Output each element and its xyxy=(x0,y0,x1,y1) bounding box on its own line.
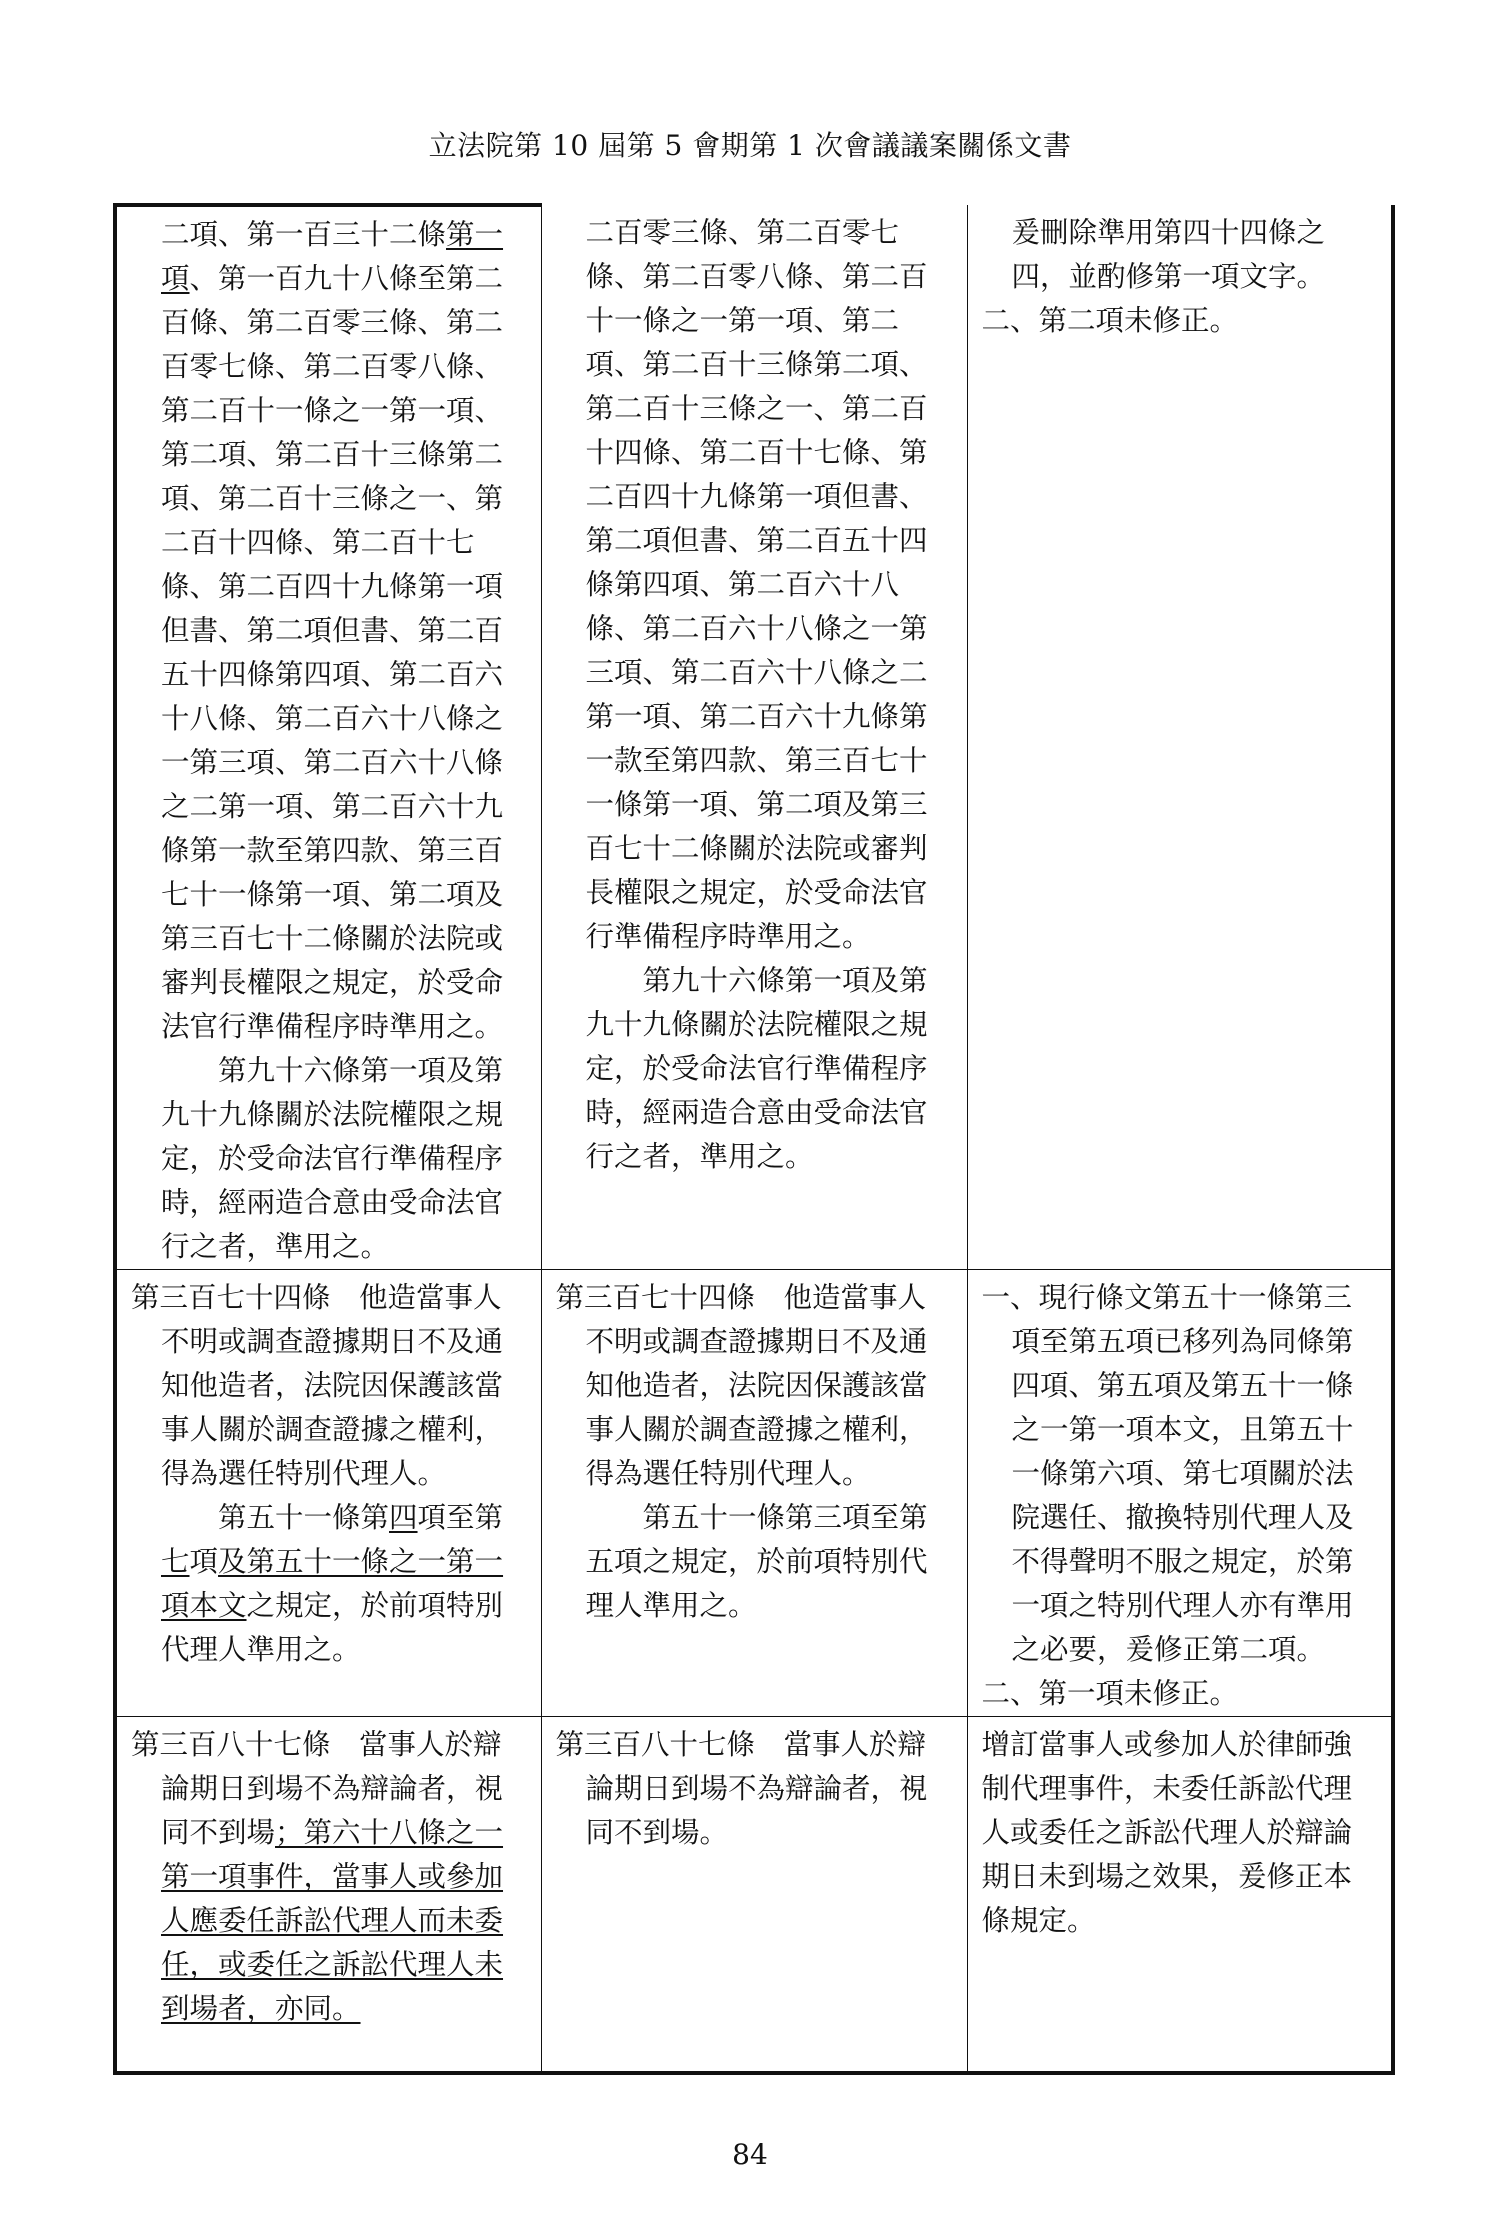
cell-paragraph xyxy=(982,299,1378,343)
cell-paragraph xyxy=(556,1276,953,1496)
cell-paragraph xyxy=(131,1276,527,1496)
table-row xyxy=(115,1270,1393,1717)
table-row xyxy=(115,205,1393,1270)
text-segment: 二、第一項未修正。 xyxy=(981,1677,1239,1710)
amended-text-underlined: ；第六十八條之一第一項事件，當事人或參加人應委任訴訟代理人而未委任，或委任之訴訟代理人未到場者，亦同。 xyxy=(161,1816,504,2025)
text-segment: 項至第 xyxy=(417,1501,504,1534)
text-segment: 之規定，於前項特別代理人準用之。 xyxy=(161,1589,504,1666)
amended-text-underlined: 及第五十一條之一第一項本文 xyxy=(161,1545,504,1622)
page-number: 84 xyxy=(732,2138,768,2171)
text-segment: 第五十一條第 xyxy=(218,1501,390,1534)
text-segment: 第三百八十七條 當事人於辯論期日到場不為辯論者，視同不到場。 xyxy=(555,1728,928,1849)
cell-paragraph xyxy=(131,1049,527,1269)
text-segment: 爰刪除準用第四十四條之四，並酌修第一項文字。 xyxy=(1011,216,1326,293)
amended-text-cell xyxy=(115,1270,541,1717)
cell-paragraph xyxy=(982,1723,1378,1943)
amended-text-cell xyxy=(115,1717,541,2074)
current-text-cell xyxy=(541,205,967,1270)
cell-paragraph xyxy=(982,1276,1378,1672)
cell-paragraph xyxy=(982,211,1378,299)
explanation-cell xyxy=(967,205,1393,1270)
page-header: 立法院第 10 屆第 5 會期第 1 次會議議案關係文書 xyxy=(428,129,1072,162)
text-segment: 第三百七十四條 他造當事人不明或調查證據期日不及通知他造者，法院因保護該當事人關於調查證據之權利，得為選任特別代理人。 xyxy=(555,1281,928,1490)
explanation-cell xyxy=(967,1270,1393,1717)
amended-text-underlined: 七 xyxy=(161,1545,190,1578)
text-segment: 第五十一條第三項至第五項之規定，於前項特別代理人準用之。 xyxy=(585,1501,928,1622)
text-segment: 二項、第一百三十二條 xyxy=(161,218,447,251)
cell-paragraph xyxy=(131,1496,527,1672)
amended-text-underlined: 第一項 xyxy=(161,218,504,295)
text-segment: 增訂當事人或參加人於律師強制代理事件，未委任訴訟代理人或委任之訴訟代理人於辯論期日未到場之效果，爰修正本條規定。 xyxy=(981,1728,1353,1937)
cell-paragraph xyxy=(556,1496,953,1628)
text-segment: 第九十六條第一項及第九十九條關於法院權限之規定，於受命法官行準備程序時，經兩造合意由受命法官行之者，準用之。 xyxy=(161,1054,504,1263)
text-segment: 項 xyxy=(189,1545,219,1578)
text-segment: 一、現行條文第五十一條第三項至第五項已移列為同條第四項、第五項及第五十一條之一第一項本文，且第五十一條第六項、第七項關於法院選任、撤換特別代理人及不得聲明不服之規定，於第一項之特別代理人亦有準用之必要，爰修正第二項。 xyxy=(981,1281,1354,1666)
text-segment: 二百零三條、第二百零七條、第二百零八條、第二百十一條之一第一項、第二項、第二百十三條第二項、第二百十三條之一、第二百十四條、第二百十七條、第二百四十九條第一項但書、第二項但書、第二百五十四條第四項、第二百六十八條、第二百六十八條之一第三項、第二百六十八條之二第一項、第二百六十九條第一款至第四款、第三百七十一條第一項、第二項及第三百七十二條關於法院或審判長權限之規定，於受命法官行準備程序時準用之。 xyxy=(585,216,928,953)
text-segment: 第三百八十七條 當事人於辯論期日到場不為辯論者，視同不到場 xyxy=(131,1728,504,1849)
text-segment: 、第一百九十八條至第二百條、第二百零三條、第二百零七條、第二百零八條、第二百十一條之一第一項、第二項、第二百十三條第二項、第二百十三條之一、第二百十四條、第二百十七條、第二百四十九條第一項但書、第二項但書、第二百五十四條第四項、第二百六十八條、第二百六十八條之一第三項、第二百六十八條之二第一項、第二百六十九條第一款至第四款、第三百七十一條第一項、第二項及第三百七十二條關於法院或審判長權限之規定，於受命法官行準備程序時準用之。 xyxy=(161,262,504,1043)
explanation-cell xyxy=(967,1717,1393,2074)
comparison-table xyxy=(113,203,1395,2075)
cell-paragraph xyxy=(982,1672,1378,1716)
amended-text-cell xyxy=(115,205,541,1270)
text-segment: 二、第二項未修正。 xyxy=(981,304,1239,337)
cell-paragraph xyxy=(556,211,953,959)
cell-paragraph xyxy=(556,1723,953,1855)
cell-paragraph xyxy=(556,959,953,1179)
current-text-cell xyxy=(541,1270,967,1717)
amended-text-underlined: 四 xyxy=(389,1501,418,1534)
cell-paragraph xyxy=(131,213,527,1049)
current-text-cell xyxy=(541,1717,967,2074)
cell-paragraph xyxy=(131,1723,527,2031)
text-segment: 第九十六條第一項及第九十九條關於法院權限之規定，於受命法官行準備程序時，經兩造合意由受命法官行之者，準用之。 xyxy=(585,964,928,1173)
table-row xyxy=(115,1717,1393,2074)
text-segment: 第三百七十四條 他造當事人不明或調查證據期日不及通知他造者，法院因保護該當事人關於調查證據之權利，得為選任特別代理人。 xyxy=(131,1281,504,1490)
